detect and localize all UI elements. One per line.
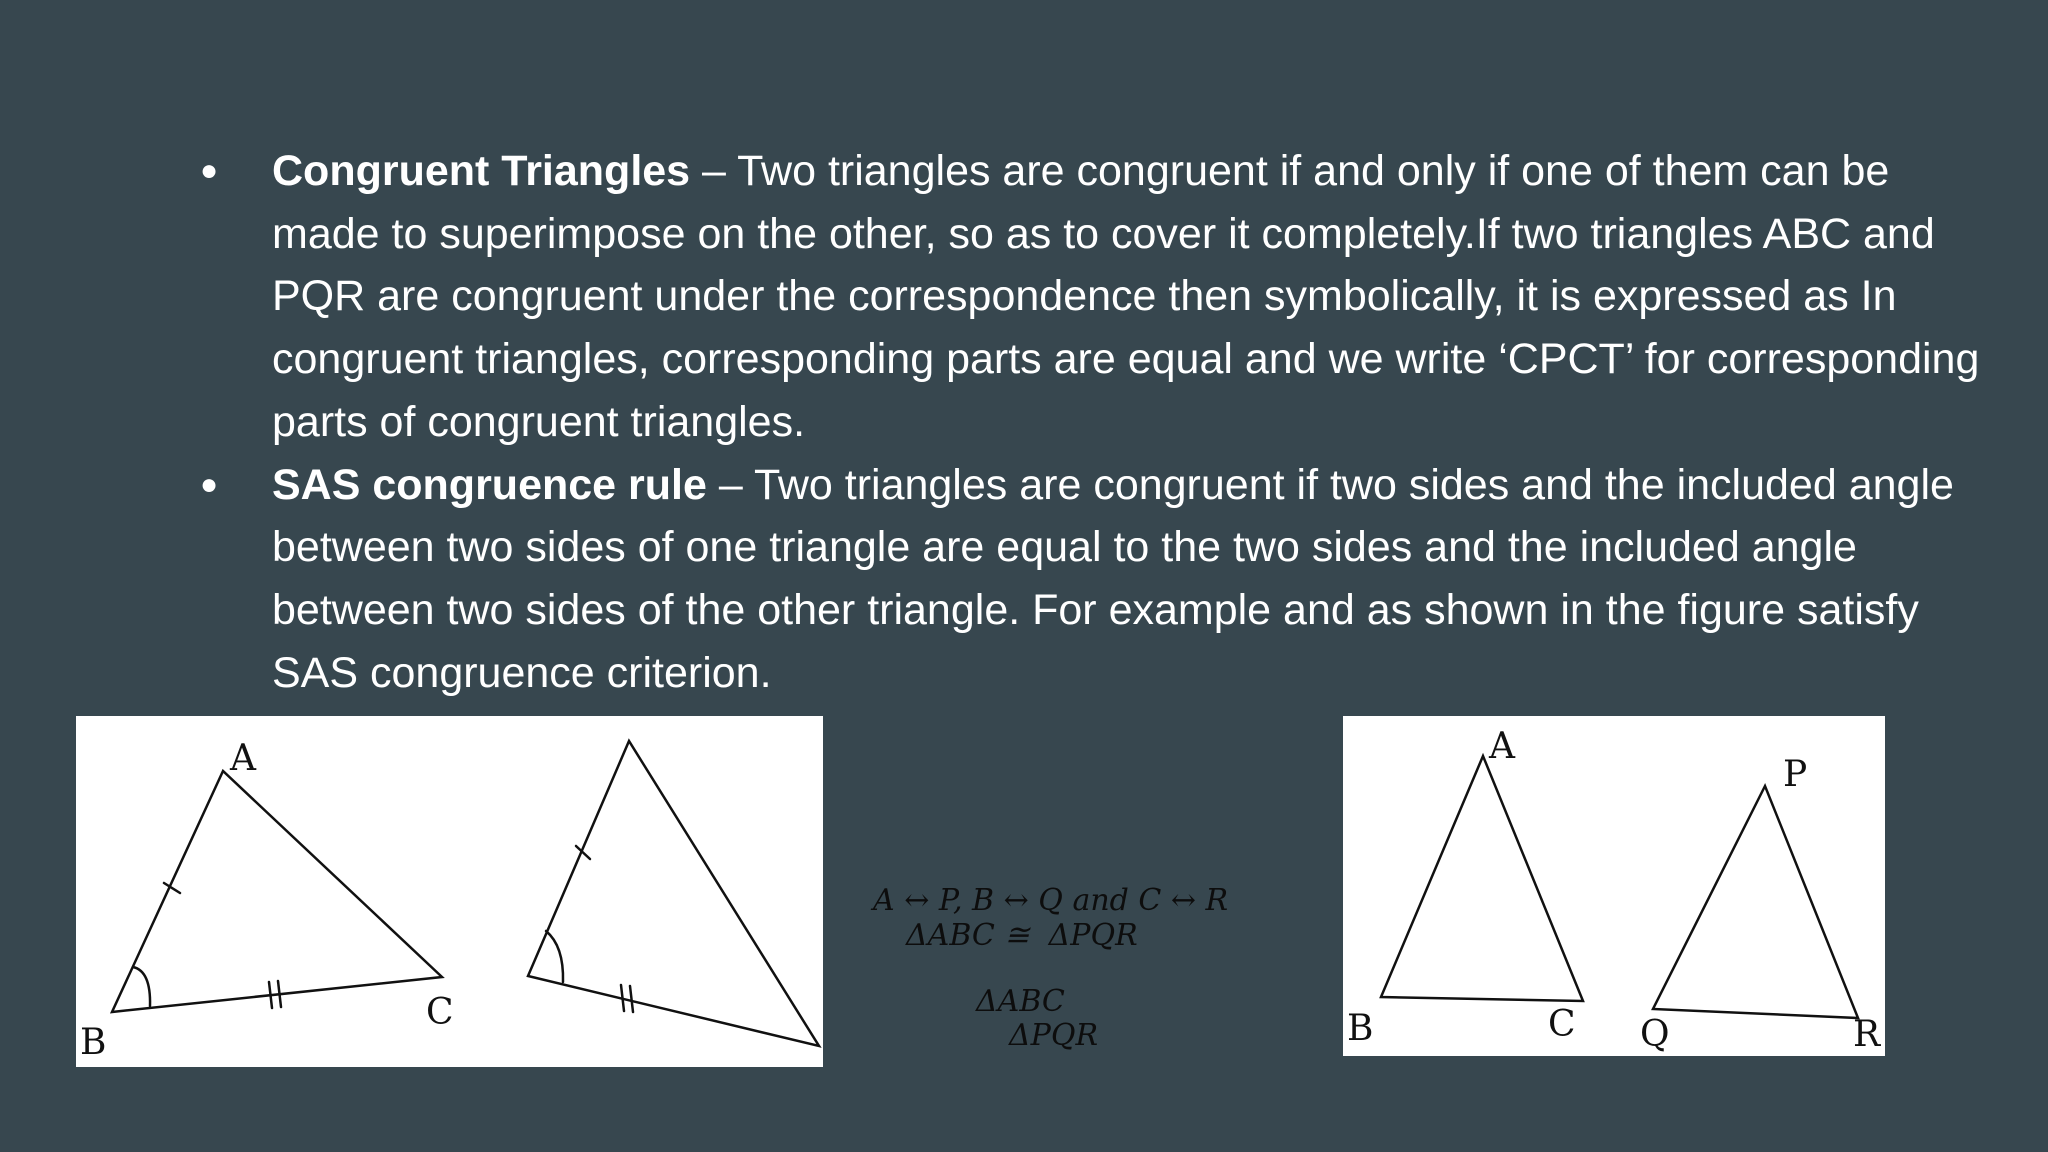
bullet-marker: ● <box>200 467 219 501</box>
triangle-abc-outline <box>1381 756 1583 1001</box>
bullet-text: – Two triangles are congruent if two sides and the included angle between two sides of one triangle are equal to the two sides and the included angle between two sides of the other triangle. For example and as shown in the figure satisfy SAS congruence criterion. <box>272 460 1954 697</box>
vertex-label-c: C <box>426 992 454 1033</box>
tick-mark <box>621 985 624 1011</box>
vertex-label-a: A <box>230 738 256 779</box>
bullet-marker: ● <box>200 154 219 187</box>
vertex-label-r: R <box>1853 1014 1881 1055</box>
angle-arc <box>133 967 150 1006</box>
congruent-triangles-figure <box>1343 716 1885 1056</box>
triangle-pqr-formula: ΔPQR <box>1009 1018 1099 1053</box>
sas-triangles-drawing <box>76 716 823 1067</box>
congruence-formula: ΔABC ≅ ΔPQR <box>906 918 1138 953</box>
bullet-term: SAS congruence rule <box>272 460 707 509</box>
bullet-term: Congruent Triangles <box>272 147 691 195</box>
angle-arc <box>546 931 563 982</box>
tick-mark <box>269 982 272 1008</box>
vertex-label-b: B <box>1347 1008 1374 1049</box>
bullet-text: – Two triangles are congruent if and only if one of them can be made to superimpose on the other, so as to cover it completely.If two triangles ABC and PQR are congruent under the correspondence then symbolically, it is expressed as In congruent triangles, corresponding parts are equal and we write ‘CPCT’ for corresponding parts of congruent triangles. <box>272 147 1980 446</box>
triangle-abc-formula: ΔABC <box>976 984 1065 1019</box>
sas-triangles-figure <box>76 716 823 1067</box>
triangle-pqr-outline <box>1653 786 1858 1018</box>
tick-mark <box>278 981 281 1007</box>
vertex-label-b: B <box>80 1022 107 1063</box>
vertex-label-p: P <box>1783 754 1808 795</box>
bullet-sas-rule <box>200 454 1990 705</box>
congruent-triangles-drawing <box>1343 716 1885 1056</box>
bullet-congruent-triangles <box>200 140 1990 454</box>
correspondence-formula: A ↔ P, B ↔ Q and C ↔ R <box>873 883 1229 918</box>
vertex-label-a: A <box>1489 726 1515 767</box>
vertex-label-q: Q <box>1640 1014 1670 1055</box>
tick-mark <box>630 986 633 1012</box>
vertex-label-c: C <box>1548 1004 1576 1045</box>
triangle-abc-outline <box>112 771 442 1012</box>
slide-body <box>200 140 1990 704</box>
triangle-second-outline <box>528 741 819 1046</box>
